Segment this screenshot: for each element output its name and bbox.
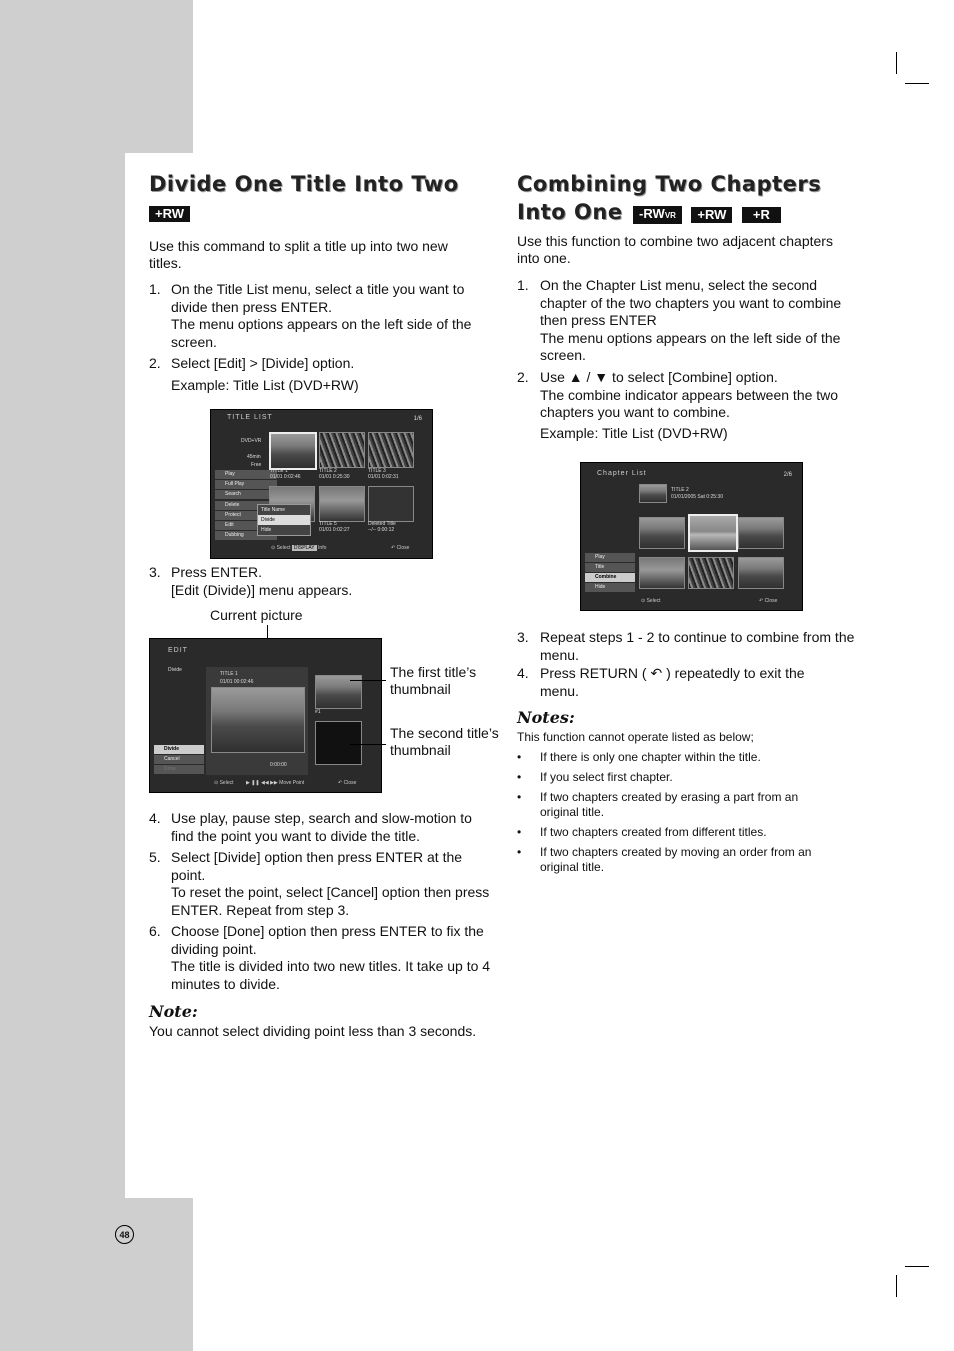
example-caption: Example: Title List (DVD+RW) (171, 377, 359, 393)
step-text (540, 369, 860, 422)
note-text: You cannot select dividing point less than 3 seconds. (149, 1023, 477, 1039)
page-indicator: 2/6 (783, 472, 792, 478)
title-thumbnail[interactable] (319, 432, 365, 468)
note-item: If there is only one chapter within the title. (540, 750, 761, 764)
step-text (171, 923, 496, 993)
margin-band-top (0, 0, 193, 153)
submenu-item-divide[interactable]: Divide (258, 515, 310, 525)
step-text: Repeat steps 1 - 2 to continue to combine from the menu. (540, 629, 855, 663)
disc-type: DVD+VR (241, 438, 262, 444)
submenu-item-hide[interactable]: Hide (261, 527, 272, 533)
step-number: 1. (517, 277, 529, 293)
badge-plus-rw: +RW (149, 206, 190, 222)
step-main: Choose [Done] option then press ENTER to fix the dividing point. (171, 923, 484, 957)
note-item: If two chapters created by erasing a part from an original title. (540, 790, 799, 819)
menu-item-search[interactable]: Search (215, 490, 277, 499)
crop-mark (905, 83, 929, 84)
step-text (171, 564, 491, 599)
margin-band-bottom (0, 1198, 193, 1351)
step-sub: To reset the point, select [Cancel] option then press ENTER. Repeat from step 3. (171, 884, 490, 918)
leader-line (350, 680, 386, 681)
disc-time: 45min (247, 454, 261, 460)
title-thumbnail[interactable] (269, 432, 317, 470)
submenu (257, 504, 311, 536)
screen-footer: ⊙ Select (214, 780, 234, 786)
screen-footer-close: ↶ Close (391, 545, 410, 551)
bullet-marker: • (517, 825, 522, 839)
step-text (540, 277, 860, 365)
menu-item-edit[interactable]: Edit (215, 521, 277, 530)
step-number: 5. (149, 849, 161, 865)
step-sub: The menu options appears on the left side of the screen. (171, 316, 472, 350)
title-thumbnail[interactable] (368, 486, 414, 522)
step-text: Use play, pause step, search and slow-motion to find the point you want to divide the title. (171, 810, 472, 844)
leader-line (350, 744, 386, 745)
chapter-thumbnail[interactable] (639, 557, 685, 589)
format-badges (149, 205, 190, 223)
thumb-caption: Deleted Title --/-- 0:00:12 (368, 521, 396, 533)
badge-minus-rw-vr: -RWVR (633, 206, 682, 224)
bullet-marker: • (517, 845, 522, 859)
screen-footer-close: ↶ Close (338, 780, 357, 786)
title-thumbnail[interactable] (368, 432, 414, 468)
note-item: If two chapters created from different titles. (540, 825, 767, 839)
marker-label: #1 (315, 709, 321, 715)
section-title-combine: Combining Two Chapters (517, 172, 822, 196)
step-text (171, 849, 491, 919)
chapter-thumbnail-selected[interactable] (688, 514, 738, 552)
step-number: 3. (517, 629, 529, 645)
crop-mark (896, 1275, 897, 1297)
step-number: 4. (149, 810, 161, 826)
edit-mode: Divide (168, 667, 182, 673)
menu-item-play[interactable]: Play (215, 470, 277, 479)
step-text (171, 281, 491, 351)
chapter-thumbnail[interactable] (738, 517, 784, 549)
notes-heading: Notes: (517, 708, 575, 727)
step-sub: The combine indicator appears between the two chapters you want to combine. (540, 386, 839, 420)
section-title-divide: Divide One Title Into Two (149, 172, 459, 196)
intro-text: Use this command to split a title up into two new titles. (149, 238, 448, 271)
bullet-marker: • (517, 770, 522, 784)
edit-title-name: TITLE 1 (220, 671, 238, 677)
badge-plus-rw: +RW (691, 207, 732, 223)
step-number: 1. (149, 281, 161, 297)
badge-plus-r: +R (742, 207, 781, 223)
title-line-2 (517, 200, 781, 224)
screen-header: Chapter List (597, 470, 647, 477)
step-sub: The title is divided into two new titles. It take up to 4 minutes to divide. (171, 958, 491, 992)
menu-item-divide[interactable]: Divide (154, 745, 204, 754)
menu-item-title[interactable]: Title (585, 563, 635, 572)
chapter-thumbnail[interactable] (688, 557, 734, 589)
screen-footer-move: ▶ ❚❚ ◀◀ ▶▶ Move Point (246, 780, 305, 786)
menu-item-done[interactable]: Done (154, 765, 204, 774)
disc-free: Free (251, 462, 262, 468)
thumb-caption: TITLE 1 01/01 0:02:46 (270, 468, 301, 480)
screen-footer: ⊙ Select (641, 598, 661, 604)
label-second-thumbnail: The second title’s thumbnail (390, 725, 499, 758)
step-sub: The menu options appears on the left side of the screen. (540, 329, 841, 363)
page-number-circle: 48 (115, 1225, 134, 1244)
step-number: 2. (149, 355, 161, 371)
menu-item-cancel[interactable]: Cancel (154, 755, 204, 764)
crop-mark (905, 1266, 929, 1267)
step-number: 3. (149, 564, 161, 580)
step-number: 2. (517, 369, 529, 385)
step-number: 6. (149, 923, 161, 939)
thumb-caption: TITLE 2 01/01 0:25:30 (319, 468, 350, 480)
menu-item-full-play[interactable]: Full Play (215, 480, 277, 489)
edit-date-time: 01/01 00:02:46 (220, 679, 254, 685)
menu-item-dubbing[interactable]: Dubbing (215, 531, 277, 540)
step-main: Select [Edit] > [Divide] option. (171, 355, 355, 371)
chapter-thumbnail[interactable] (738, 557, 784, 589)
current-picture (211, 687, 305, 753)
step-text (171, 355, 491, 373)
crop-mark (896, 52, 897, 74)
menu-item-combine[interactable]: Combine (585, 573, 635, 582)
title-list-screenshot (210, 409, 433, 559)
menu-item-delete[interactable]: Delete (215, 501, 277, 510)
title-preview (639, 484, 667, 503)
chapter-date: 01/01/2005 Sat 0:25:30 (671, 494, 723, 500)
step-main: Use ▲ / ▼ to select [Combine] option. (540, 369, 778, 385)
second-title-thumbnail (315, 721, 362, 765)
menu-item-play[interactable]: Play (585, 553, 635, 562)
step-main: On the Chapter List menu, select the second chapter of the two chapters you want to combine then press ENTER (540, 277, 842, 328)
submenu-item-title-name[interactable]: Title Name (261, 507, 285, 513)
bullet-marker: • (517, 790, 522, 804)
notes-intro: This function cannot operate listed as below; (517, 730, 754, 744)
step-main: On the Title List menu, select a title you want to divide then press ENTER. (171, 281, 465, 315)
section-title-combine-line2: Into One (517, 200, 623, 224)
note-item: If two chapters created by moving an order from an original title. (540, 845, 812, 874)
edit-time: 0:00:00 (270, 762, 287, 768)
step-text: Press RETURN ( ↶ ) repeatedly to exit the menu. (540, 665, 805, 699)
thumb-caption: TITLE 5 01/01 0:02:27 (319, 521, 350, 533)
edit-divide-screenshot (149, 638, 382, 793)
screen-footer: ⊙ Select DISPLAY Info (271, 545, 327, 551)
step-main: Press ENTER. (171, 564, 263, 580)
intro-text: Use this function to combine two adjacent chapters into one. (517, 233, 833, 266)
chapter-title: TITLE 2 (671, 487, 689, 493)
label-current-picture: Current picture (210, 607, 303, 623)
step-main: Select [Divide] option then press ENTER at the point. (171, 849, 463, 883)
margin-band-left (0, 153, 125, 1198)
example-caption: Example: Title List (DVD+RW) (540, 425, 728, 441)
step-sub: [Edit (Divide)] menu appears. (171, 581, 353, 598)
note-heading: Note: (149, 1002, 198, 1021)
screen-header: EDIT (168, 647, 188, 654)
screen-footer-close: ↶ Close (759, 598, 778, 604)
step-number: 4. (517, 665, 529, 681)
menu-item-protect[interactable]: Protect (215, 511, 277, 520)
note-item: If you select first chapter. (540, 770, 673, 784)
chapter-list-screenshot (580, 462, 803, 611)
bullet-marker: • (517, 750, 522, 764)
chapter-thumbnail[interactable] (639, 517, 685, 549)
screen-header: TITLE LIST (227, 414, 273, 421)
label-first-thumbnail: The first title’s thumbnail (390, 664, 477, 697)
page-indicator: 1/6 (413, 416, 422, 422)
thumb-caption: TITLE 3 01/01 0:02:31 (368, 468, 399, 480)
menu-item-hide[interactable]: Hide (585, 583, 635, 592)
title-thumbnail[interactable] (319, 486, 365, 522)
